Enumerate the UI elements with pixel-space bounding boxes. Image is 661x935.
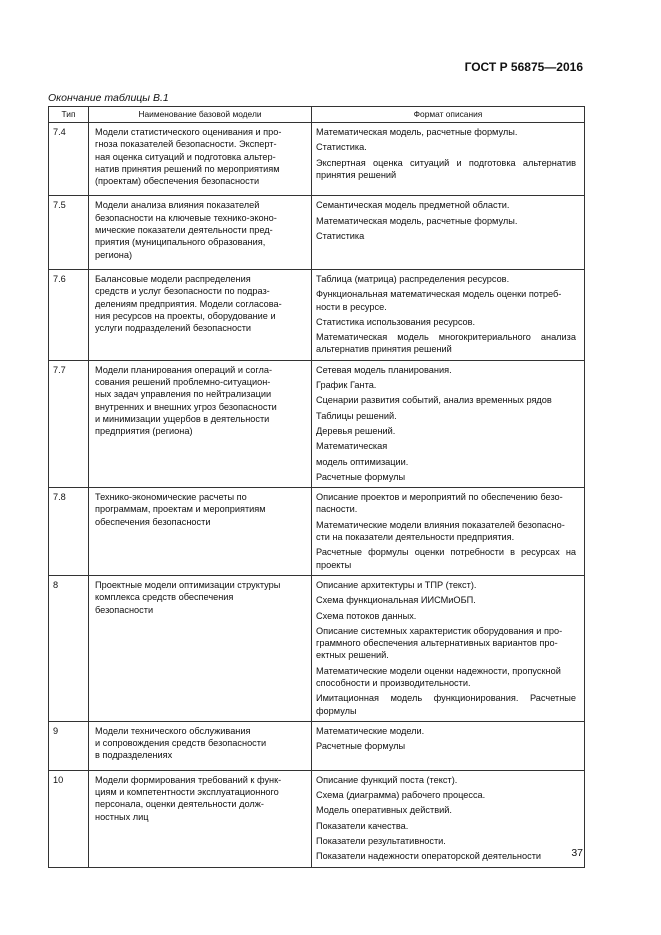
row-model-name: Технико-экономические расчеты по программам, проектам и мероприятиям обеспечения безопасности bbox=[89, 488, 312, 576]
format-item: Функциональная математическая модель оценки потреб- ности в ресурсе. bbox=[316, 289, 562, 312]
row-format-cell bbox=[312, 488, 585, 576]
row-type: 8 bbox=[49, 575, 89, 721]
row-format-cell bbox=[312, 575, 585, 721]
format-item: Экспертная оценка ситуаций и подготовка альтернатив принятия решений bbox=[316, 157, 576, 180]
format-item: Имитационная модель функционирования. Расчетные формулы bbox=[316, 693, 576, 716]
format-item: Показатели надежности операторской деятельности bbox=[316, 851, 542, 862]
format-item: Математические модели оценки надежности, пропускной способности и производительности. bbox=[316, 665, 561, 688]
table-row bbox=[49, 721, 585, 770]
row-format-cell bbox=[312, 269, 585, 360]
format-item: График Ганта. bbox=[316, 380, 377, 391]
format-item: Расчетные формулы bbox=[316, 741, 406, 752]
format-item: Деревья решений. bbox=[316, 425, 396, 436]
format-item: Модель оперативных действий. bbox=[316, 805, 452, 816]
format-item: Описание архитектуры и ТПР (текст). bbox=[316, 579, 477, 590]
format-item: Описание проектов и мероприятий по обеспечению безо- пасности. bbox=[316, 492, 563, 515]
format-item: Расчетные формулы bbox=[316, 471, 406, 482]
table-row bbox=[49, 770, 585, 867]
table-row bbox=[49, 575, 585, 721]
row-model-name: Балансовые модели распределения средств и услуг безопасности по подраз- делениям предприятия. Модели согласова- ния ресурсов на проекты, оборудование и услуги подразделений безопасности bbox=[89, 269, 312, 360]
format-item: Статистика использования ресурсов. bbox=[316, 316, 476, 327]
format-item: Математическая модель, расчетные формулы. bbox=[316, 127, 518, 137]
format-item: Описание системных характеристик оборудования и про- граммного обеспечения альтернативных вариантов про- ектных решений. bbox=[316, 625, 563, 661]
format-item: Показатели результативности. bbox=[316, 835, 446, 846]
format-item: Схема (диаграмма) рабочего процесса. bbox=[316, 790, 486, 801]
row-model-name: Проектные модели оптимизации структуры комплекса средств обеспечения безопасности bbox=[89, 575, 312, 721]
format-item: Семантическая модель предметной области. bbox=[316, 200, 510, 211]
column-header-format: Формат описания bbox=[312, 107, 585, 123]
format-item: Математическая модель многокритериального анализа альтернатив принятия решений bbox=[316, 332, 576, 355]
format-item: Расчетные формулы оценки потребности в ресурсах на проекты bbox=[316, 547, 576, 570]
format-item: Сценарии развития событий, анализ временных рядов bbox=[316, 395, 552, 406]
row-type: 7.7 bbox=[49, 360, 89, 487]
table-caption: Окончание таблицы В.1 bbox=[48, 92, 169, 104]
format-item: Схема потоков данных. bbox=[316, 610, 417, 621]
table-row bbox=[49, 123, 585, 196]
format-item: Статистика. bbox=[316, 142, 367, 153]
format-item: Показатели качества. bbox=[316, 820, 409, 831]
row-type: 7.5 bbox=[49, 196, 89, 269]
row-format-cell bbox=[312, 196, 585, 269]
format-item: Математическая bbox=[316, 441, 388, 452]
format-item: Математические модели влияния показателей безопасно- сти на показатели деятельности предприятия. bbox=[316, 519, 565, 543]
row-model-name: Модели технического обслуживания и сопровождения средств безопасности в подразделениях bbox=[89, 721, 312, 770]
table-row bbox=[49, 360, 585, 487]
row-format-cell bbox=[312, 770, 585, 867]
format-item: Математическая модель, расчетные формулы. bbox=[316, 215, 518, 226]
format-item: модель оптимизации. bbox=[316, 456, 409, 467]
format-item: Схема функциональная ИИСМиОБП. bbox=[316, 595, 476, 606]
column-header-type: Тип bbox=[49, 107, 89, 123]
table-header-row bbox=[49, 107, 585, 123]
column-header-name: Наименование базовой модели bbox=[89, 107, 312, 123]
models-table bbox=[48, 106, 585, 868]
table-row bbox=[49, 196, 585, 269]
row-model-name: Модели анализа влияния показателей безопасности на ключевые технико-эконо- мические показатели деятельности пред- приятия (муниципального образования, региона) bbox=[89, 196, 312, 269]
page-number: 37 bbox=[571, 847, 583, 859]
row-type: 7.8 bbox=[49, 488, 89, 576]
table-row bbox=[49, 269, 585, 360]
row-type: 7.6 bbox=[49, 269, 89, 360]
row-type: 10 bbox=[49, 770, 89, 867]
table-body bbox=[49, 123, 585, 868]
row-type: 9 bbox=[49, 721, 89, 770]
row-type: 7.4 bbox=[49, 123, 89, 196]
format-item: Таблица (матрица) распределения ресурсов. bbox=[316, 273, 510, 284]
format-item: Описание функций поста (текст). bbox=[316, 774, 458, 785]
row-model-name: Модели статистического оценивания и про- гноза показателей безопасности. Эксперт- ная оценка ситуаций и подготовка альтер- натив принятия решений по мероприятиям (проектам) обеспечения безопасности bbox=[89, 123, 312, 196]
row-format-cell bbox=[312, 360, 585, 487]
format-item: Сетевая модель планирования. bbox=[316, 364, 452, 375]
format-item: Статистика bbox=[316, 231, 365, 242]
format-item: Математические модели. bbox=[316, 725, 425, 736]
format-item: Таблицы решений. bbox=[316, 410, 397, 421]
row-format-cell bbox=[312, 721, 585, 770]
table-row bbox=[49, 488, 585, 576]
row-model-name: Модели формирования требований к функ- циям и компетентности эксплуатационного персонала, оценки деятельности долж- ностных лиц bbox=[89, 770, 312, 867]
row-format-cell bbox=[312, 123, 585, 196]
row-model-name: Модели планирования операций и согла- сования решений проблемно-ситуацион- ных задач управления по нейтрализации внутренних и внешних угроз безопасности и минимизации ущербов в деятельности предприятия (региона) bbox=[89, 360, 312, 487]
standard-header: ГОСТ Р 56875—2016 bbox=[464, 60, 583, 74]
